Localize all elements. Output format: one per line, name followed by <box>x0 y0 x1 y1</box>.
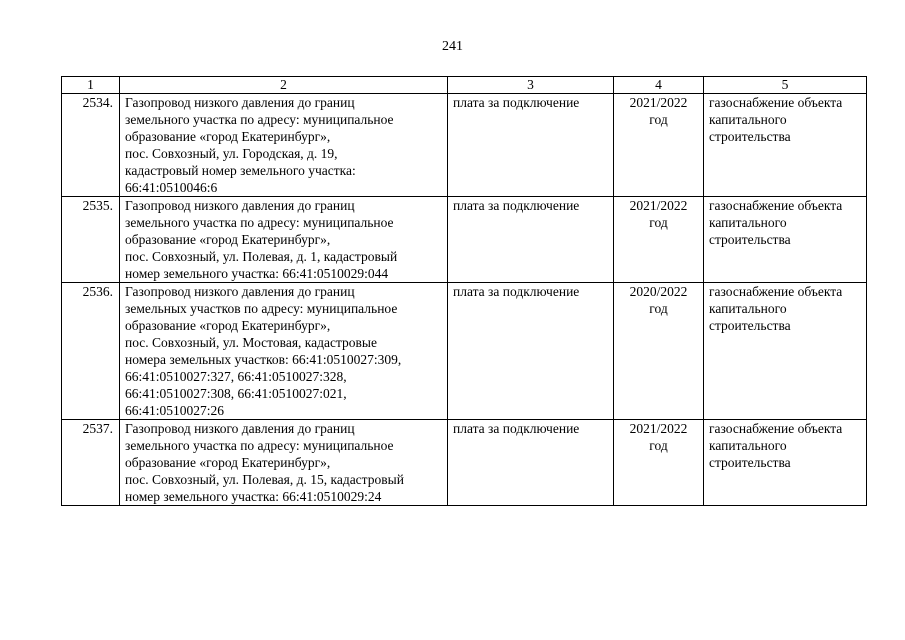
description-line: земельного участка по адресу: муниципальное <box>125 112 394 127</box>
purpose-line: строительства <box>709 318 791 333</box>
description-line: пос. Совхозный, ул. Полевая, д. 1, кадастровый <box>125 249 398 264</box>
row-number: 2534. <box>62 94 120 197</box>
description-line: пос. Совхозный, ул. Городская, д. 19, <box>125 146 338 161</box>
period-years: 2021/2022 <box>629 421 688 436</box>
table-row <box>62 94 867 197</box>
purpose-line: газоснабжение объекта <box>709 284 843 299</box>
row-description <box>120 197 448 283</box>
period-unit: год <box>649 215 668 230</box>
row-number: 2537. <box>62 420 120 506</box>
description-line: земельного участка по адресу: муниципальное <box>125 215 394 230</box>
purpose-line: строительства <box>709 232 791 247</box>
purpose-line: газоснабжение объекта <box>709 95 843 110</box>
description-line: 66:41:0510027:308, 66:41:0510027:021, <box>125 386 347 401</box>
purpose-line: газоснабжение объекта <box>709 198 843 213</box>
period-unit: год <box>649 438 668 453</box>
description-line: 66:41:0510027:26 <box>125 403 225 418</box>
column-header-4: 4 <box>614 77 704 94</box>
table-row <box>62 420 867 506</box>
period-years: 2021/2022 <box>629 198 688 213</box>
table-row <box>62 283 867 420</box>
row-funding-source: плата за подключение <box>448 94 614 197</box>
row-purpose <box>704 197 867 283</box>
row-description <box>120 94 448 197</box>
description-line: земельных участков по адресу: муниципальное <box>125 301 398 316</box>
row-funding-source: плата за подключение <box>448 283 614 420</box>
row-funding-source: плата за подключение <box>448 420 614 506</box>
description-line: 66:41:0510046:6 <box>125 180 218 195</box>
row-purpose <box>704 420 867 506</box>
description-line: кадастровый номер земельного участка: <box>125 163 356 178</box>
row-purpose <box>704 283 867 420</box>
period-unit: год <box>649 301 668 316</box>
header-row <box>62 77 867 94</box>
purpose-line: газоснабжение объекта <box>709 421 843 436</box>
description-line: 66:41:0510027:327, 66:41:0510027:328, <box>125 369 347 384</box>
row-period <box>614 420 704 506</box>
row-number: 2535. <box>62 197 120 283</box>
row-number: 2536. <box>62 283 120 420</box>
row-purpose <box>704 94 867 197</box>
period-years: 2020/2022 <box>629 284 688 299</box>
description-line: земельного участка по адресу: муниципальное <box>125 438 394 453</box>
description-line: Газопровод низкого давления до границ <box>125 95 355 110</box>
purpose-line: строительства <box>709 129 791 144</box>
description-line: пос. Совхозный, ул. Полевая, д. 15, кадастровый <box>125 472 404 487</box>
purpose-line: капитального <box>709 438 787 453</box>
purpose-line: капитального <box>709 215 787 230</box>
purpose-line: капитального <box>709 301 787 316</box>
row-description <box>120 420 448 506</box>
row-period <box>614 197 704 283</box>
table-row <box>62 197 867 283</box>
description-line: образование «город Екатеринбург», <box>125 129 331 144</box>
description-line: номер земельного участка: 66:41:0510029:24 <box>125 489 382 504</box>
column-header-3: 3 <box>448 77 614 94</box>
description-line: номер земельного участка: 66:41:0510029:044 <box>125 266 389 281</box>
column-header-5: 5 <box>704 77 867 94</box>
description-line: образование «город Екатеринбург», <box>125 318 331 333</box>
column-header-2: 2 <box>120 77 448 94</box>
purpose-line: строительства <box>709 455 791 470</box>
description-line: пос. Совхозный, ул. Мостовая, кадастровые <box>125 335 377 350</box>
description-line: Газопровод низкого давления до границ <box>125 198 355 213</box>
description-line: Газопровод низкого давления до границ <box>125 421 355 436</box>
purpose-line: капитального <box>709 112 787 127</box>
period-unit: год <box>649 112 668 127</box>
description-line: образование «город Екатеринбург», <box>125 455 331 470</box>
description-line: Газопровод низкого давления до границ <box>125 284 355 299</box>
data-table <box>61 76 867 506</box>
period-years: 2021/2022 <box>629 95 688 110</box>
row-period <box>614 94 704 197</box>
description-line: образование «город Екатеринбург», <box>125 232 331 247</box>
row-description <box>120 283 448 420</box>
page-number: 241 <box>442 39 463 54</box>
row-funding-source: плата за подключение <box>448 197 614 283</box>
description-line: номера земельных участков: 66:41:0510027:309, <box>125 352 402 367</box>
row-period <box>614 283 704 420</box>
column-header-1: 1 <box>62 77 120 94</box>
